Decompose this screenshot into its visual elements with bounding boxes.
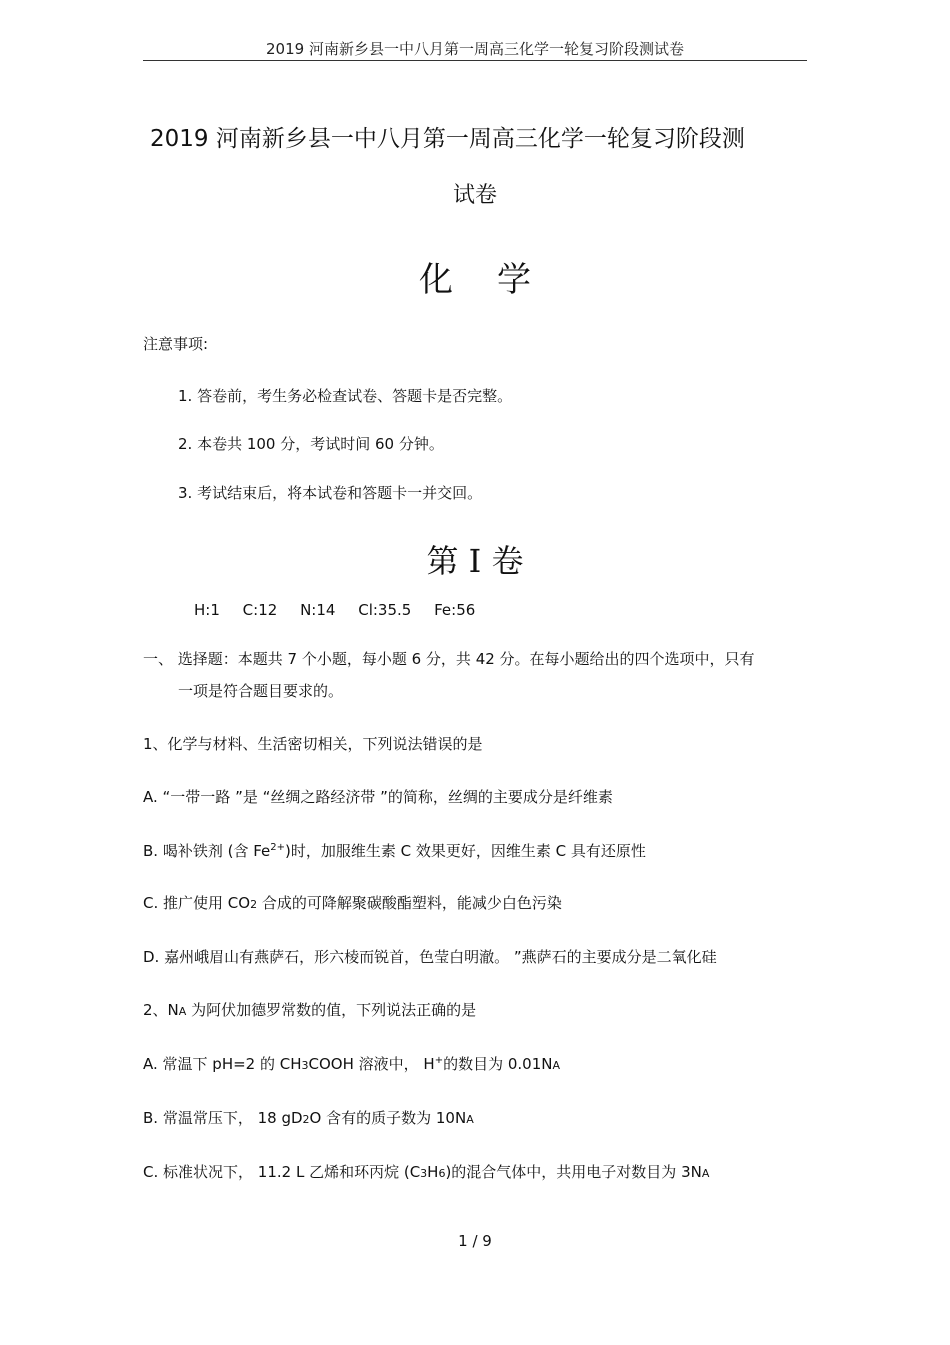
q2-option-a <box>143 1053 560 1074</box>
notice-item-1: 1. 答卷前，考生务必检查试卷、答题卡是否完整。 <box>178 387 513 405</box>
q2-stem-subscript: A <box>178 1005 187 1018</box>
subject-char-1: 化 <box>419 260 453 300</box>
page-number: 1 / 9 <box>458 1232 492 1250</box>
q2-a-text-1: A. 常温下 pH=2 的 CH <box>143 1055 302 1073</box>
q2-c-subscript-2: 6 <box>438 1167 446 1180</box>
subject-title <box>0 252 950 301</box>
q1-option-c <box>143 892 562 913</box>
q2-c-text-1: C. 标准状况下， 11.2 L 乙烯和环丙烷 (C <box>143 1163 421 1181</box>
q2-stem-text-1: 2、N <box>143 1001 179 1019</box>
atomic-mass-h: H:1 <box>194 601 220 619</box>
q2-c-subscript-3: A <box>701 1167 710 1180</box>
q2-b-text-1: B. 常温常压下， 18 gD <box>143 1109 303 1127</box>
document-title-line1: 2019 河南新乡县一中八月第一周高三化学一轮复习阶段测 <box>150 126 745 152</box>
q2-c-text-2: H <box>427 1163 439 1181</box>
q1-option-a: A. “一带一路 ”是 “丝绸之路经济带 ”的简称，丝绸的主要成分是纤维素 <box>143 788 613 806</box>
section-intro-line1: 一、 选择题：本题共 7 个小题，每小题 6 分，共 42 分。在每小题给出的四个选项中，只有 <box>143 650 755 668</box>
atomic-mass-n: N:14 <box>300 601 336 619</box>
q2-a-subscript-2: A <box>552 1059 561 1072</box>
q1-c-text-2: 合成的可降解聚碳酸酯塑料，能减少白色污染 <box>257 894 562 912</box>
q2-option-c <box>143 1161 709 1182</box>
atomic-mass-c: C:12 <box>242 601 278 619</box>
notice-heading: 注意事项: <box>143 335 209 353</box>
volume-title: 第 I 卷 <box>426 542 524 580</box>
q1-b-text-1: B. 喝补铁剂 (含 Fe <box>143 842 271 860</box>
notice-item-2: 2. 本卷共 100 分，考试时间 60 分钟。 <box>178 435 444 453</box>
q2-a-subscript-1: 3 <box>301 1059 309 1072</box>
subject-char-2: 学 <box>497 260 531 300</box>
q1-c-subscript: 2 <box>250 898 258 911</box>
q2-b-text-2: O 含有的质子数为 10N <box>309 1109 467 1127</box>
q2-b-subscript-1: 2 <box>302 1113 310 1126</box>
running-header: 2019 河南新乡县一中八月第一周高三化学一轮复习阶段测试卷 <box>266 40 684 58</box>
q1-option-b <box>143 840 646 861</box>
q2-a-superscript: + <box>434 1055 444 1066</box>
q1-option-d: D. 嘉州峨眉山有燕萨石，形六棱而锐首，色莹白明澈。 ”燕萨石的主要成分是二氧化硅 <box>143 948 717 966</box>
q2-stem <box>143 999 476 1020</box>
notice-item-3: 3. 考试结束后，将本试卷和答题卡一并交回。 <box>178 484 483 502</box>
atomic-masses <box>194 601 493 619</box>
q2-c-text-3: )的混合气体中，共用电子对数目为 3N <box>445 1163 702 1181</box>
q2-stem-text-2: 为阿伏加德罗常数的值，下列说法正确的是 <box>186 1001 477 1019</box>
q2-a-text-3: 的数目为 0.01N <box>443 1055 553 1073</box>
q2-b-subscript-2: A <box>466 1113 474 1126</box>
section-intro-line2: 一项是符合题目要求的。 <box>178 682 344 700</box>
atomic-mass-fe: Fe:56 <box>434 601 476 619</box>
q2-c-subscript-1: 3 <box>420 1167 428 1180</box>
header-rule <box>143 60 807 61</box>
document-title-line2: 试卷 <box>452 183 497 208</box>
q1-c-text-1: C. 推广使用 CO <box>143 894 251 912</box>
q1-b-superscript: 2+ <box>270 842 286 853</box>
atomic-mass-cl: Cl:35.5 <box>358 601 412 619</box>
q2-a-text-2: COOH 溶液中， H <box>308 1055 435 1073</box>
q2-option-b <box>143 1107 474 1128</box>
q1-b-text-2: )时，加服维生素 C 效果更好，因维生素 C 具有还原性 <box>285 842 646 860</box>
q1-stem: 1、化学与材料、生活密切相关，下列说法错误的是 <box>143 735 483 753</box>
